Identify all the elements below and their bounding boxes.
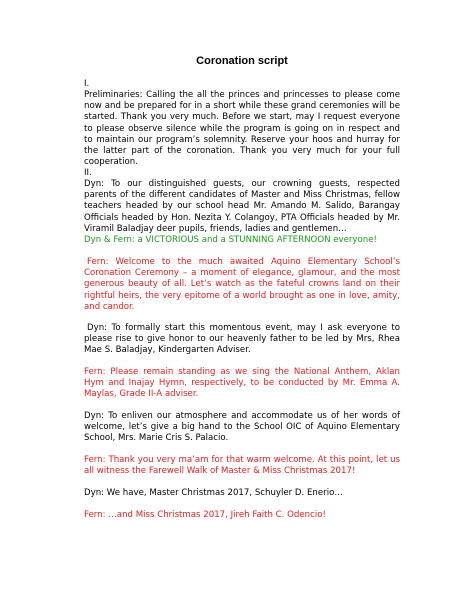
section-1-numeral: I. xyxy=(84,79,90,89)
fern-miss-christmas-line: Fern: …and Miss Christmas 2017, Jireh Faith C. Odencio! xyxy=(84,510,326,520)
fern-anthem-paragraph: Fern: Please remain standing as we sing the National Anthem, Aklan Hym and Inajay Hymn, respectively, to be conducted by Mr. Emma A. Maylas, Grade II-A adviser. xyxy=(84,367,400,400)
dyn-prayer-paragraph: Dyn: To formally start this momentous event, may I ask everyone to please rise to give honor to our heavenly father to be led by Mrs, Rhea Mae S. Baladjay, Kindergarten Adviser. xyxy=(84,323,400,356)
document-page xyxy=(84,0,400,613)
dyn-fern-greeting: Dyn & Fern: a VICTORIOUS and a STUNNING AFTERNOON everyone! xyxy=(84,235,377,245)
fern-farewell-walk-paragraph: Fern: Thank you very ma’am for that warm welcome. At this point, let us all witness the Farewell Walk of Master & Miss Christmas 2017! xyxy=(84,455,400,477)
fern-welcome-paragraph: Fern: Welcome to the much awaited Aquino Elementary School’s Coronation Ceremony – a moment of elegance, glamour, and the most generous beauty of all. Let’s watch as the fateful crowns land on their rightful heirs, the very epitome of a world brought as one in love, amity, and candor. xyxy=(84,257,400,312)
section-2-numeral: II. xyxy=(84,168,92,178)
preliminaries-paragraph: Preliminaries: Calling the all the princes and princesses to please come now and be prepared for in a short while these grand ceremonies will be started. Thank you very much. Before we start, may I request everyone to please observe silence while the program is going on in respect and to maintain our program’s solemnity. Reserve your hoos and hurray for the latter part of the coronation. Thank you very much for your full cooperation. xyxy=(84,90,400,168)
dyn-master-christmas-line: Dyn: We have, Master Christmas 2017, Schuyler D. Enerio… xyxy=(84,488,343,498)
document-title: Coronation script xyxy=(196,55,288,67)
dyn-welcome-address-paragraph: Dyn: To enliven our atmosphere and accommodate us of her words of welcome, let’s give a big hand to the School OIC of Aquino Elementary School, Mrs. Marie Cris S. Palacio. xyxy=(84,411,400,444)
dyn-opening-paragraph: Dyn: To our distinguished guests, our crowning guests, respected parents of the different candidates of Master and Miss Christmas, fellow teachers headed by our school head Mr. Amando M. Salido, Barangay Officials headed by Hon. Nezita Y. Colangoy, PTA Officials headed by Mr. Viramil Baladjay deer pupils, friends, ladies and gentlemen… xyxy=(84,179,400,234)
